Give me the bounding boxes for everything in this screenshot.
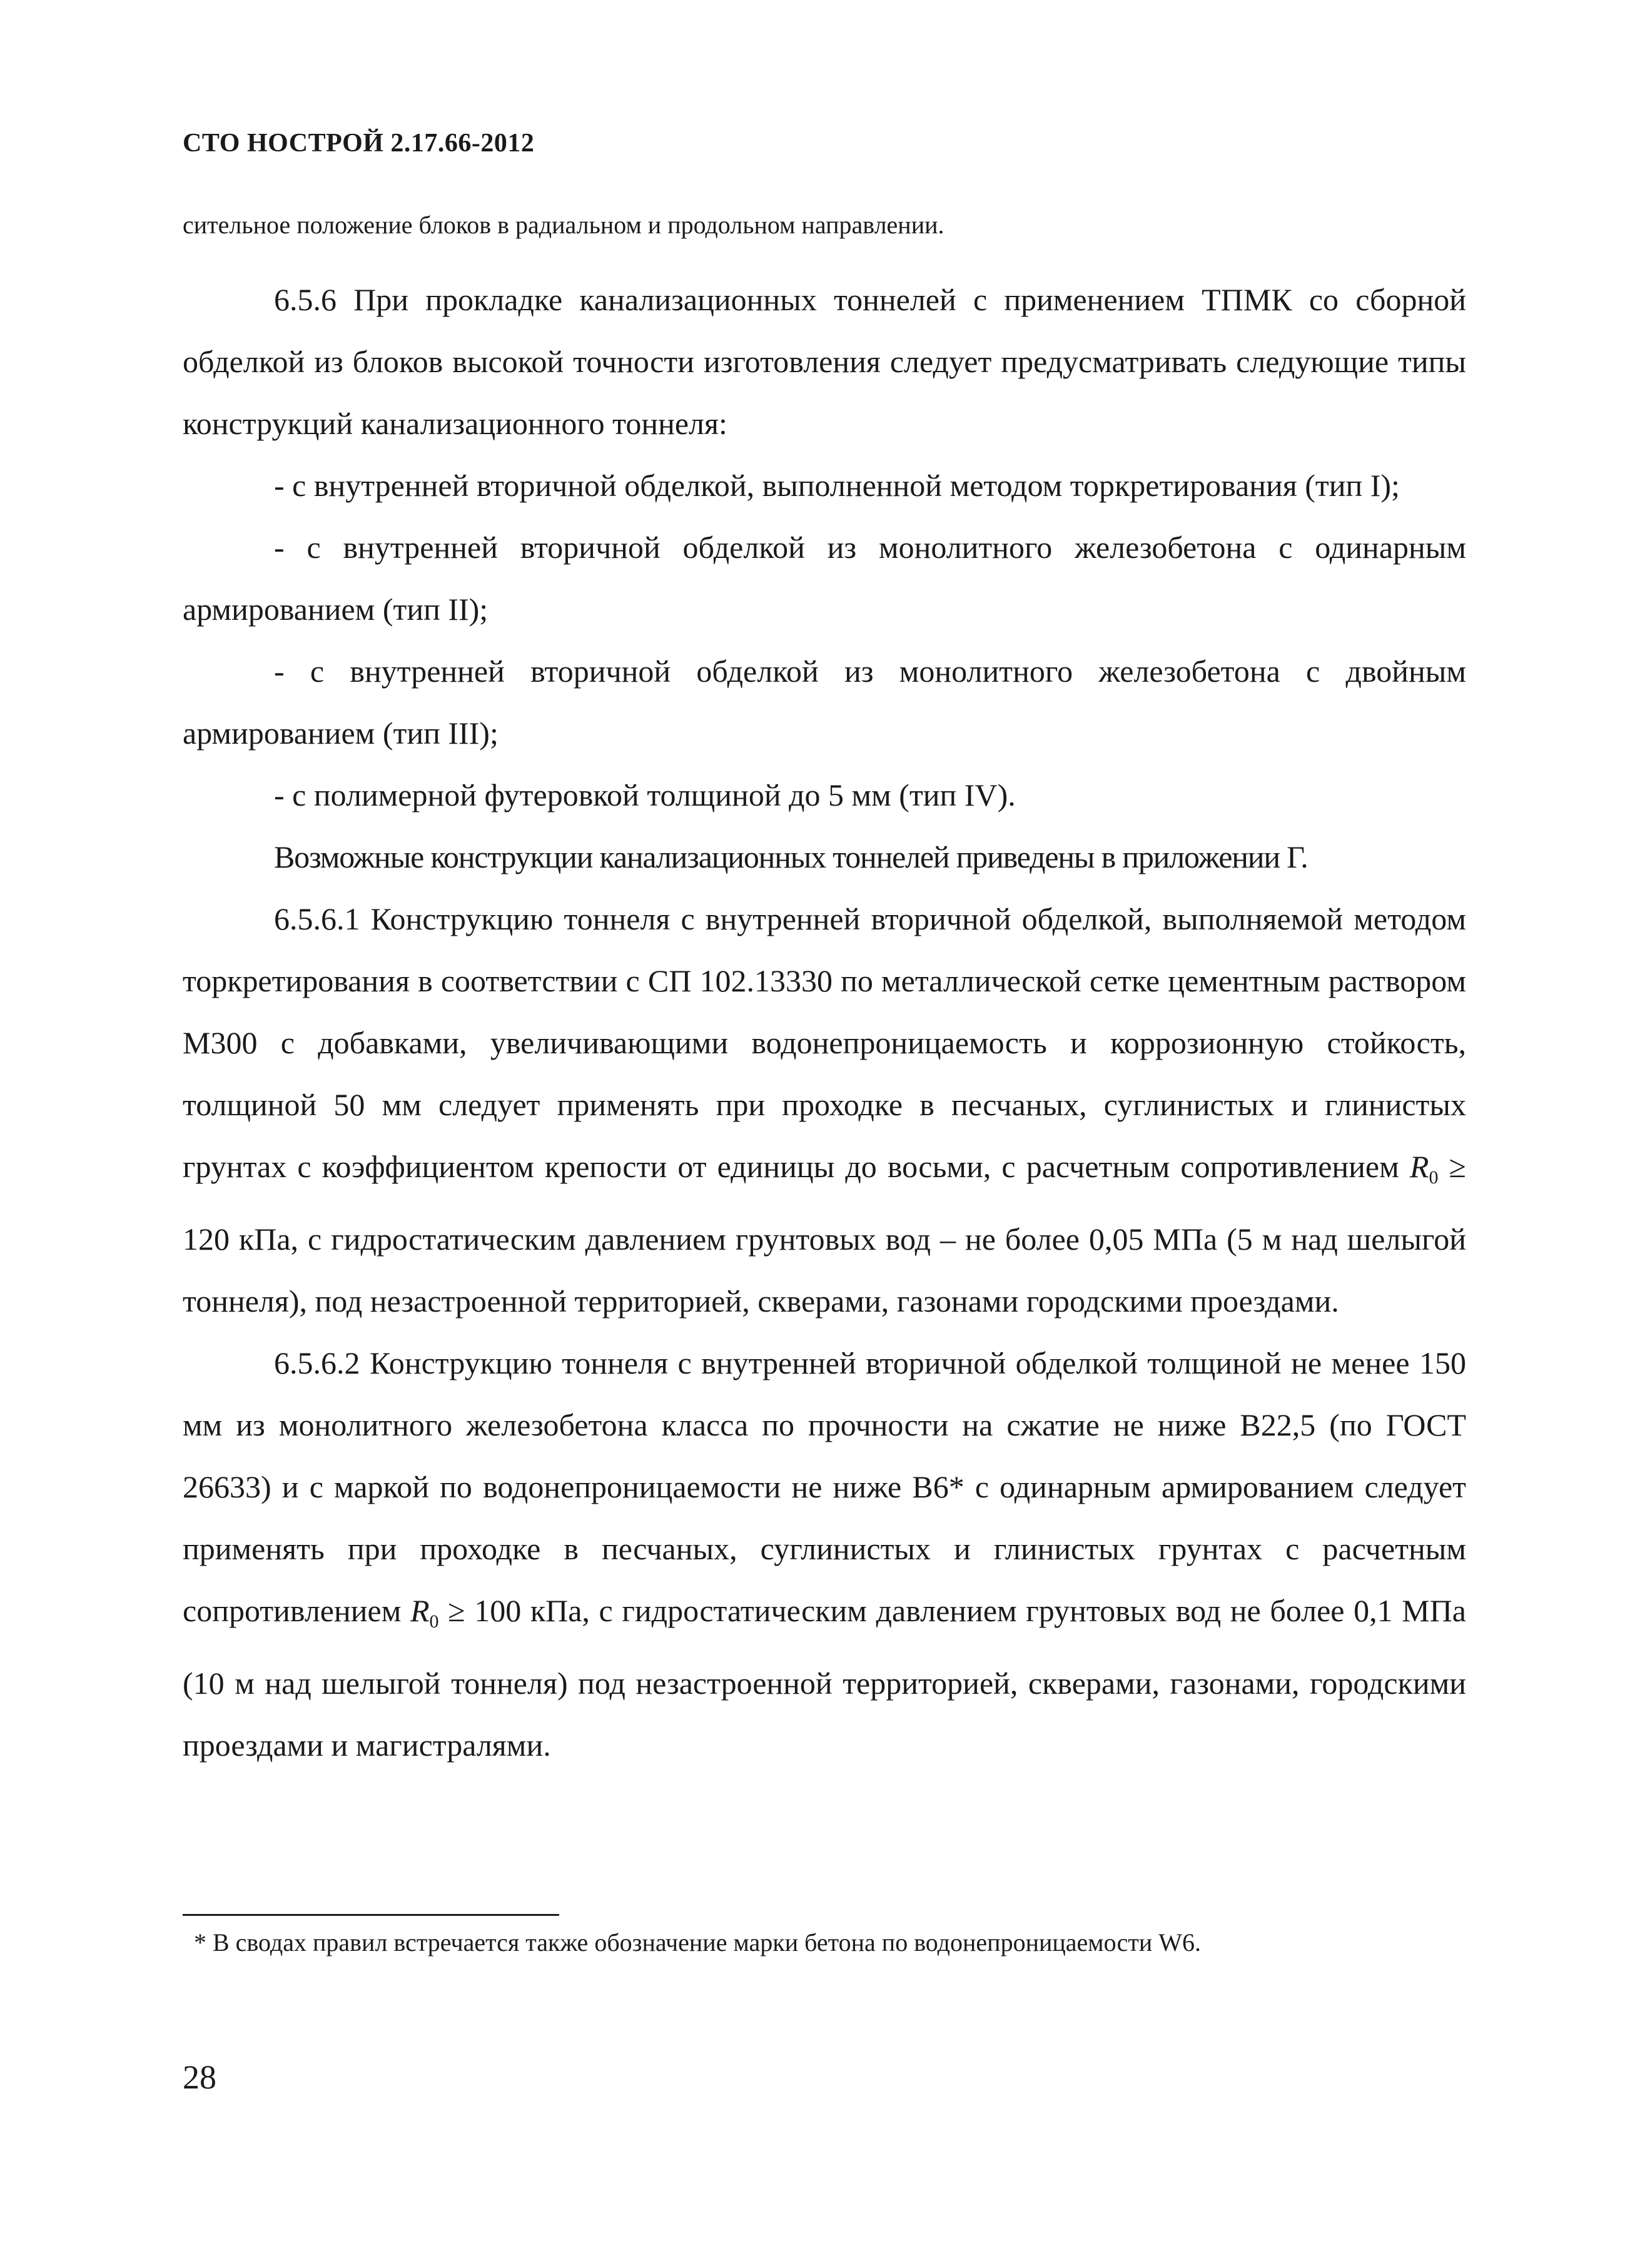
resistance-subscript: 0 bbox=[1429, 1167, 1439, 1188]
paragraph-6-5-6-1-text-end: ≥ 120 кПа, с гидростатическим давлением грунтовых вод – не более 0,05 МПа (5 м над шелыгой тоннеля), под незастроенной территорией, скверами, газонами городскими проездами. bbox=[183, 1149, 1466, 1319]
paragraph-6-5-6-2-text-end: ≥ 100 кПа, с гидростатическим давлением грунтовых вод не более 0,1 МПа (10 м над шелыгой тоннеля) под незастроенной территорией, скверами, газонами, городскими проездами и магистралями. bbox=[183, 1593, 1466, 1763]
paragraph-6-5-6-1 bbox=[183, 888, 1466, 1332]
list-item-type-2: - с внутренней вторичной обделкой из монолитного железобетона с одинарным армированием (тип II); bbox=[183, 530, 1466, 627]
paragraph-6-5-6-1-text-start: 6.5.6.1 Конструкцию тоннеля с внутренней вторичной обделкой, выполняемой методом торкретирования в соответствии с СП 102.13330 по металлической сетке цементным раствором М300 с добавками, увеличивающими водонепроницаемость и коррозионную стойкость, толщиной 50 мм следует применять при проходке в песчаных, суглинистых и глинистых грунтах с коэффициентом крепости от единицы до восьми, с расчетным сопротивлением bbox=[183, 901, 1466, 1184]
possible-designs-note: Возможные конструкции канализационных тоннелей приведены в приложении Г. bbox=[274, 839, 1308, 874]
page-number: 28 bbox=[183, 2058, 216, 2096]
paragraph-6-5-6-2 bbox=[183, 1332, 1466, 1776]
page-content bbox=[183, 206, 1466, 1776]
footnote-separator bbox=[183, 1914, 559, 1916]
list-item-type-4: - с полимерной футеровкой толщиной до 5 мм (тип IV). bbox=[274, 777, 1016, 813]
footnote: * В сводах правил встречается также обозначение марки бетона по водонепроницаемости W6. bbox=[194, 1928, 1201, 1957]
paragraph-6-5-6-2-text-start: 6.5.6.2 Конструкцию тоннеля с внутренней вторичной обделкой толщиной не менее 150 мм из монолитного железобетона класса по прочности на сжатие не ниже В22,5 (по ГОСТ 26633) и с маркой по водонепроницаемости не ниже В6* с одинарным армированием следует применять при проходке в песчаных, суглинистых и глинистых грунтах с расчетным сопротивлением bbox=[183, 1345, 1466, 1628]
list-item-type-1: - с внутренней вторичной обделкой, выполненной методом торкретирования (тип I); bbox=[274, 468, 1400, 503]
resistance-symbol: R bbox=[410, 1593, 430, 1628]
continuation-line: сительное положение блоков в радиальном и продольном направлении. bbox=[183, 211, 944, 239]
paragraph-6-5-6: 6.5.6 При прокладке канализационных тоннелей с применением ТПМК со сборной обделкой из блоков высокой точности изготовления следует предусматривать следующие типы конструкций канализационного тоннеля: bbox=[183, 282, 1466, 441]
list-item-type-3: - с внутренней вторичной обделкой из монолитного железобетона с двойным армированием (тип III); bbox=[183, 654, 1466, 751]
document-header: СТО НОСТРОЙ 2.17.66-2012 bbox=[183, 129, 535, 158]
resistance-symbol: R bbox=[1409, 1149, 1429, 1184]
resistance-subscript: 0 bbox=[429, 1611, 439, 1632]
